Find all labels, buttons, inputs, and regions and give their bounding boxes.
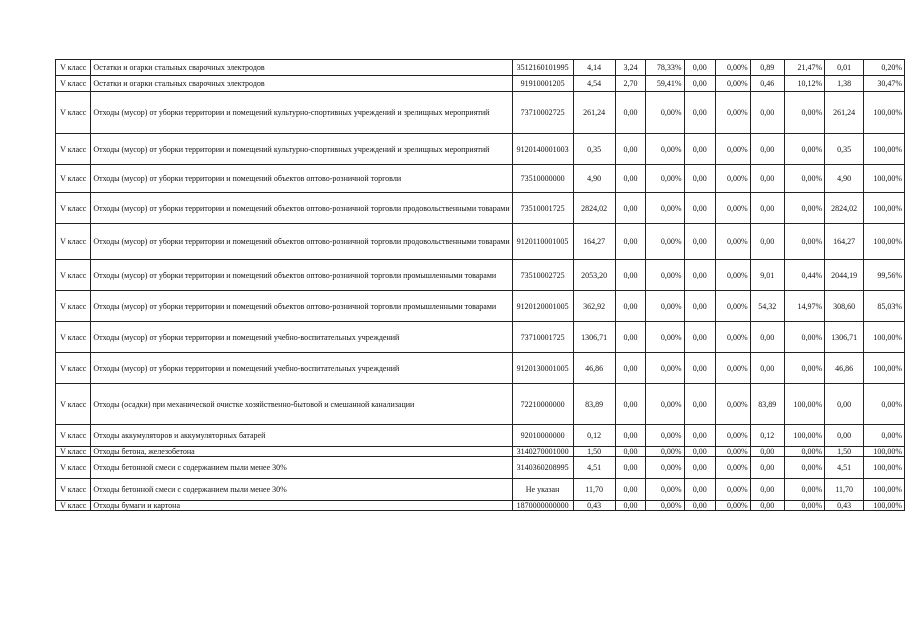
waste-name-cell: Отходы (мусор) от уборки территории и помещений учебно-воспитательных учреждений xyxy=(91,322,512,353)
percent-cell: 100,00% xyxy=(864,193,905,224)
total-mass-cell: 4,51 xyxy=(573,457,615,479)
mass-cell: 4,51 xyxy=(825,457,864,479)
percent-cell: 0,00% xyxy=(646,92,684,134)
total-mass-cell: 2053,20 xyxy=(573,260,615,291)
mass-cell: 308,60 xyxy=(825,291,864,322)
table-row xyxy=(56,165,905,193)
mass-cell: 54,32 xyxy=(750,291,784,322)
table-row xyxy=(56,260,905,291)
percent-cell: 0,00% xyxy=(715,384,750,425)
class-cell: V класс xyxy=(56,134,91,165)
table-row xyxy=(56,425,905,447)
fkko-code-cell: 3512160101995 xyxy=(512,60,573,76)
waste-name-cell: Отходы (мусор) от уборки территории и помещений культурно-спортивных учреждений и зрелищных мероприятий xyxy=(91,92,512,134)
mass-cell: 0,00 xyxy=(615,193,646,224)
table-row xyxy=(56,479,905,501)
percent-cell: 0,00% xyxy=(715,60,750,76)
waste-name-cell: Отходы бетонной смеси с содержанием пыли менее 30% xyxy=(91,457,512,479)
percent-cell: 100,00% xyxy=(864,322,905,353)
total-mass-cell: 362,92 xyxy=(573,291,615,322)
mass-cell: 0,00 xyxy=(750,322,784,353)
table-row xyxy=(56,457,905,479)
class-cell: V класс xyxy=(56,384,91,425)
class-cell: V класс xyxy=(56,291,91,322)
mass-cell: 0,00 xyxy=(684,193,715,224)
total-mass-cell: 1,50 xyxy=(573,447,615,457)
mass-cell: 0,00 xyxy=(615,291,646,322)
percent-cell: 99,56% xyxy=(864,260,905,291)
waste-table xyxy=(55,59,905,511)
waste-name-cell: Отходы (мусор) от уборки территории и помещений объектов оптово-розничной торговли продовольственными товарами xyxy=(91,224,512,260)
mass-cell: 0,00 xyxy=(615,322,646,353)
percent-cell: 100,00% xyxy=(864,165,905,193)
mass-cell: 0,00 xyxy=(684,60,715,76)
class-cell: V класс xyxy=(56,76,91,92)
mass-cell: 0,00 xyxy=(684,457,715,479)
class-cell: V класс xyxy=(56,322,91,353)
percent-cell: 0,00% xyxy=(864,425,905,447)
table-row xyxy=(56,76,905,92)
table-row xyxy=(56,193,905,224)
mass-cell: 0,43 xyxy=(825,501,864,511)
percent-cell: 0,20% xyxy=(864,60,905,76)
percent-cell: 0,00% xyxy=(715,224,750,260)
fkko-code-cell: 91910001205 xyxy=(512,76,573,92)
percent-cell: 0,00% xyxy=(715,260,750,291)
mass-cell: 0,01 xyxy=(825,60,864,76)
percent-cell: 0,00% xyxy=(715,134,750,165)
percent-cell: 0,00% xyxy=(646,384,684,425)
percent-cell: 0,00% xyxy=(784,165,824,193)
mass-cell: 0,00 xyxy=(750,165,784,193)
fkko-code-cell: 73710001725 xyxy=(512,322,573,353)
mass-cell: 0,00 xyxy=(615,479,646,501)
mass-cell: 2824,02 xyxy=(825,193,864,224)
fkko-code-cell: 9120120001005 xyxy=(512,291,573,322)
percent-cell: 0,00% xyxy=(715,501,750,511)
percent-cell: 0,00% xyxy=(646,353,684,384)
mass-cell: 0,00 xyxy=(684,165,715,193)
mass-cell: 0,00 xyxy=(684,260,715,291)
mass-cell: 0,00 xyxy=(750,353,784,384)
class-cell: V класс xyxy=(56,353,91,384)
fkko-code-cell: 73710002725 xyxy=(512,92,573,134)
table-row xyxy=(56,60,905,76)
mass-cell: 0,00 xyxy=(684,479,715,501)
class-cell: V класс xyxy=(56,60,91,76)
class-cell: V класс xyxy=(56,501,91,511)
mass-cell: 0,35 xyxy=(825,134,864,165)
fkko-code-cell: Не указан xyxy=(512,479,573,501)
table-body xyxy=(56,60,905,511)
percent-cell: 0,00% xyxy=(715,425,750,447)
percent-cell: 0,00% xyxy=(715,76,750,92)
fkko-code-cell: 9120140001003 xyxy=(512,134,573,165)
percent-cell: 0,00% xyxy=(715,92,750,134)
percent-cell: 85,03% xyxy=(864,291,905,322)
percent-cell: 0,00% xyxy=(784,353,824,384)
mass-cell: 0,00 xyxy=(684,134,715,165)
percent-cell: 59,41% xyxy=(646,76,684,92)
mass-cell: 164,27 xyxy=(825,224,864,260)
fkko-code-cell: 9120130001005 xyxy=(512,353,573,384)
mass-cell: 0,00 xyxy=(615,425,646,447)
percent-cell: 100,00% xyxy=(864,457,905,479)
mass-cell: 0,00 xyxy=(750,134,784,165)
mass-cell: 0,00 xyxy=(750,479,784,501)
class-cell: V класс xyxy=(56,447,91,457)
mass-cell: 2044,19 xyxy=(825,260,864,291)
percent-cell: 0,00% xyxy=(646,193,684,224)
percent-cell: 0,00% xyxy=(646,447,684,457)
table-row xyxy=(56,92,905,134)
percent-cell: 0,00% xyxy=(784,501,824,511)
percent-cell: 0,00% xyxy=(715,291,750,322)
percent-cell: 0,00% xyxy=(715,165,750,193)
total-mass-cell: 0,35 xyxy=(573,134,615,165)
percent-cell: 0,00% xyxy=(646,134,684,165)
percent-cell: 100,00% xyxy=(864,92,905,134)
percent-cell: 0,00% xyxy=(646,479,684,501)
class-cell: V класс xyxy=(56,224,91,260)
table-row xyxy=(56,291,905,322)
mass-cell: 0,00 xyxy=(825,384,864,425)
waste-name-cell: Отходы (мусор) от уборки территории и помещений объектов оптово-розничной торговли промышленными товарами xyxy=(91,291,512,322)
percent-cell: 0,44% xyxy=(784,260,824,291)
percent-cell: 0,00% xyxy=(646,165,684,193)
table-row xyxy=(56,353,905,384)
class-cell: V класс xyxy=(56,479,91,501)
mass-cell: 83,89 xyxy=(750,384,784,425)
mass-cell: 0,89 xyxy=(750,60,784,76)
percent-cell: 0,00% xyxy=(715,447,750,457)
percent-cell: 0,00% xyxy=(715,457,750,479)
mass-cell: 1,38 xyxy=(825,76,864,92)
class-cell: V класс xyxy=(56,260,91,291)
percent-cell: 0,00% xyxy=(784,92,824,134)
mass-cell: 9,01 xyxy=(750,260,784,291)
percent-cell: 0,00% xyxy=(784,479,824,501)
mass-cell: 0,00 xyxy=(750,224,784,260)
class-cell: V класс xyxy=(56,425,91,447)
total-mass-cell: 4,90 xyxy=(573,165,615,193)
waste-name-cell: Отходы аккумуляторов и аккумуляторных батарей xyxy=(91,425,512,447)
mass-cell: 0,00 xyxy=(684,92,715,134)
mass-cell: 0,00 xyxy=(615,447,646,457)
waste-name-cell: Отходы бетона, железобетона xyxy=(91,447,512,457)
mass-cell: 0,00 xyxy=(684,76,715,92)
class-cell: V класс xyxy=(56,457,91,479)
mass-cell: 0,00 xyxy=(750,92,784,134)
mass-cell: 0,00 xyxy=(750,501,784,511)
percent-cell: 100,00% xyxy=(864,447,905,457)
waste-name-cell: Отходы бумаги и картона xyxy=(91,501,512,511)
percent-cell: 30,47% xyxy=(864,76,905,92)
fkko-code-cell: 73510002725 xyxy=(512,260,573,291)
percent-cell: 0,00% xyxy=(784,457,824,479)
fkko-code-cell: 73510000000 xyxy=(512,165,573,193)
mass-cell: 4,90 xyxy=(825,165,864,193)
mass-cell: 46,86 xyxy=(825,353,864,384)
waste-name-cell: Отходы бетонной смеси с содержанием пыли менее 30% xyxy=(91,479,512,501)
mass-cell: 0,00 xyxy=(684,447,715,457)
class-cell: V класс xyxy=(56,92,91,134)
mass-cell: 0,00 xyxy=(615,457,646,479)
waste-name-cell: Остатки и огарки стальных сварочных электродов xyxy=(91,76,512,92)
percent-cell: 100,00% xyxy=(864,353,905,384)
class-cell: V класс xyxy=(56,165,91,193)
table-row xyxy=(56,447,905,457)
percent-cell: 0,00% xyxy=(715,353,750,384)
mass-cell: 0,00 xyxy=(684,322,715,353)
percent-cell: 0,00% xyxy=(784,322,824,353)
mass-cell: 0,00 xyxy=(615,353,646,384)
mass-cell: 0,00 xyxy=(684,501,715,511)
table-row xyxy=(56,501,905,511)
waste-name-cell: Отходы (мусор) от уборки территории и помещений объектов оптово-розничной торговли продовольственными товарами xyxy=(91,193,512,224)
mass-cell: 0,00 xyxy=(615,165,646,193)
fkko-code-cell: 3140270001000 xyxy=(512,447,573,457)
total-mass-cell: 1306,71 xyxy=(573,322,615,353)
mass-cell: 0,00 xyxy=(684,224,715,260)
mass-cell: 1306,71 xyxy=(825,322,864,353)
waste-name-cell: Отходы (мусор) от уборки территории и помещений культурно-спортивных учреждений и зрелищных мероприятий xyxy=(91,134,512,165)
total-mass-cell: 0,12 xyxy=(573,425,615,447)
total-mass-cell: 2824,02 xyxy=(573,193,615,224)
mass-cell: 0,00 xyxy=(684,353,715,384)
class-cell: V класс xyxy=(56,193,91,224)
total-mass-cell: 11,70 xyxy=(573,479,615,501)
percent-cell: 100,00% xyxy=(864,501,905,511)
percent-cell: 0,00% xyxy=(646,224,684,260)
percent-cell: 14,97% xyxy=(784,291,824,322)
percent-cell: 0,00% xyxy=(646,425,684,447)
percent-cell: 0,00% xyxy=(784,193,824,224)
percent-cell: 100,00% xyxy=(864,224,905,260)
percent-cell: 0,00% xyxy=(646,322,684,353)
percent-cell: 0,00% xyxy=(864,384,905,425)
percent-cell: 0,00% xyxy=(646,291,684,322)
total-mass-cell: 83,89 xyxy=(573,384,615,425)
mass-cell: 0,00 xyxy=(684,291,715,322)
mass-cell: 3,24 xyxy=(615,60,646,76)
percent-cell: 0,00% xyxy=(715,193,750,224)
percent-cell: 0,00% xyxy=(784,134,824,165)
mass-cell: 0,00 xyxy=(615,224,646,260)
mass-cell: 0,00 xyxy=(615,260,646,291)
waste-name-cell: Отходы (мусор) от уборки территории и помещений объектов оптово-розничной торговли xyxy=(91,165,512,193)
total-mass-cell: 4,14 xyxy=(573,60,615,76)
table-row xyxy=(56,322,905,353)
mass-cell: 261,24 xyxy=(825,92,864,134)
table-row xyxy=(56,384,905,425)
fkko-code-cell: 73510001725 xyxy=(512,193,573,224)
percent-cell: 0,00% xyxy=(715,479,750,501)
mass-cell: 0,00 xyxy=(615,501,646,511)
percent-cell: 100,00% xyxy=(864,479,905,501)
total-mass-cell: 0,43 xyxy=(573,501,615,511)
total-mass-cell: 164,27 xyxy=(573,224,615,260)
percent-cell: 100,00% xyxy=(864,134,905,165)
percent-cell: 78,33% xyxy=(646,60,684,76)
fkko-code-cell: 1870000000000 xyxy=(512,501,573,511)
percent-cell: 100,00% xyxy=(784,425,824,447)
percent-cell: 100,00% xyxy=(784,384,824,425)
waste-name-cell: Отходы (осадки) при механической очистке хозяйственно-бытовой и смешанной канализации xyxy=(91,384,512,425)
mass-cell: 0,46 xyxy=(750,76,784,92)
mass-cell: 0,00 xyxy=(750,193,784,224)
total-mass-cell: 46,86 xyxy=(573,353,615,384)
mass-cell: 0,00 xyxy=(750,447,784,457)
total-mass-cell: 261,24 xyxy=(573,92,615,134)
mass-cell: 2,70 xyxy=(615,76,646,92)
fkko-code-cell: 9120110001005 xyxy=(512,224,573,260)
waste-name-cell: Остатки и огарки стальных сварочных электродов xyxy=(91,60,512,76)
mass-cell: 1,50 xyxy=(825,447,864,457)
total-mass-cell: 4,54 xyxy=(573,76,615,92)
mass-cell: 0,00 xyxy=(684,384,715,425)
percent-cell: 0,00% xyxy=(646,260,684,291)
percent-cell: 0,00% xyxy=(646,501,684,511)
mass-cell: 0,00 xyxy=(684,425,715,447)
percent-cell: 0,00% xyxy=(646,457,684,479)
percent-cell: 0,00% xyxy=(784,447,824,457)
waste-name-cell: Отходы (мусор) от уборки территории и помещений учебно-воспитательных учреждений xyxy=(91,353,512,384)
percent-cell: 10,12% xyxy=(784,76,824,92)
table-row xyxy=(56,224,905,260)
mass-cell: 0,12 xyxy=(750,425,784,447)
percent-cell: 0,00% xyxy=(784,224,824,260)
mass-cell: 0,00 xyxy=(615,92,646,134)
percent-cell: 21,47% xyxy=(784,60,824,76)
mass-cell: 0,00 xyxy=(825,425,864,447)
table-row xyxy=(56,134,905,165)
waste-name-cell: Отходы (мусор) от уборки территории и помещений объектов оптово-розничной торговли промышленными товарами xyxy=(91,260,512,291)
mass-cell: 0,00 xyxy=(750,457,784,479)
fkko-code-cell: 72210000000 xyxy=(512,384,573,425)
mass-cell: 0,00 xyxy=(615,384,646,425)
percent-cell: 0,00% xyxy=(715,322,750,353)
fkko-code-cell: 3140360208995 xyxy=(512,457,573,479)
mass-cell: 0,00 xyxy=(615,134,646,165)
fkko-code-cell: 92010000000 xyxy=(512,425,573,447)
mass-cell: 11,70 xyxy=(825,479,864,501)
